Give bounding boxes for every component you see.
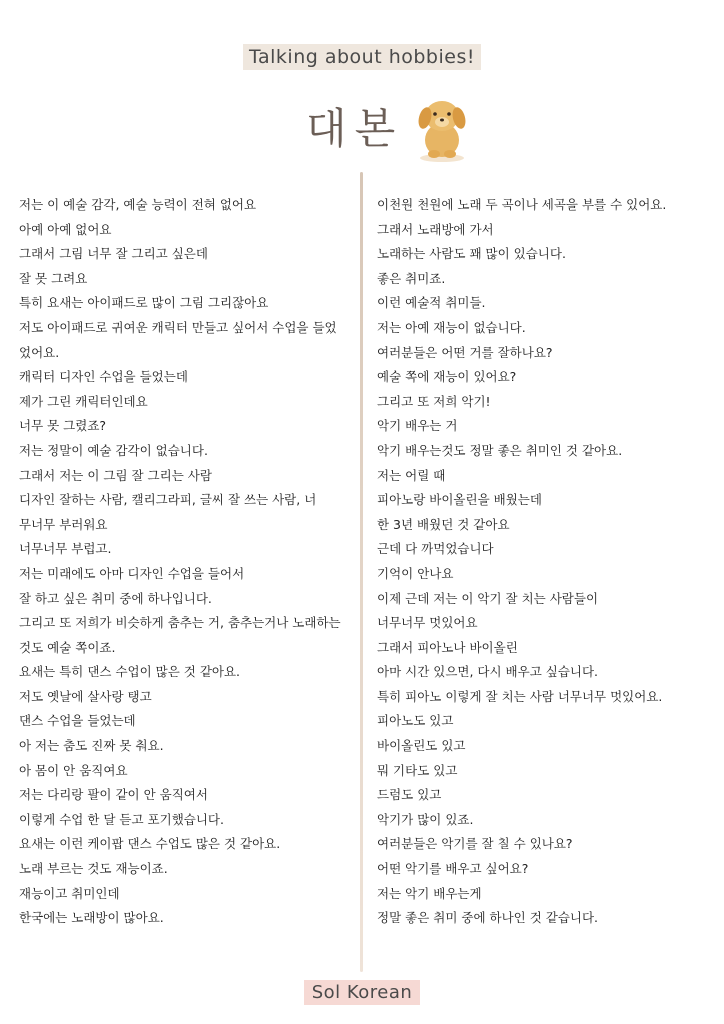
script-line: 너무너무 부럽고. <box>19 541 112 557</box>
script-line: 여러분들은 악기를 잘 칠 수 있나요? <box>377 836 573 852</box>
script-line: 저는 이 예술 감각, 예술 능력이 전혀 없어요 <box>19 197 257 212</box>
right-column <box>377 193 707 931</box>
script-heading: 대본 <box>306 104 404 153</box>
script-line: 잘 못 그려요 <box>19 270 88 286</box>
script-line: 악기 배우는 거 <box>377 418 458 434</box>
script-line: 그리고 또 저희 악기! <box>377 393 491 409</box>
script-line: 저는 미래에도 아마 디자인 수업을 들어서 <box>19 565 245 581</box>
script-line: 재능이고 취미인데 <box>19 885 120 901</box>
script-line: 한국에는 노래방이 많아요. <box>19 910 164 926</box>
script-line: 잘 하고 싶은 취미 중에 하나입니다. <box>19 590 212 606</box>
puppy-illustration <box>414 94 470 164</box>
footer-brand: Sol Korean <box>304 980 421 1005</box>
script-line: 예술 쪽에 재능이 있어요? <box>377 369 517 385</box>
left-column <box>19 193 349 931</box>
script-line: 아 몸이 안 움직여요 <box>19 762 128 778</box>
script-line: 저는 다리랑 팔이 같이 안 움직여서 <box>19 787 208 803</box>
script-line: 저는 아예 재능이 없습니다. <box>377 319 526 335</box>
script-line: 노래하는 사람도 꽤 많이 있습니다. <box>377 246 566 262</box>
script-line: 그래서 저는 이 그림 잘 그리는 사람 <box>19 467 212 483</box>
script-line: 드럼도 있고 <box>377 787 442 803</box>
script-line: 댄스 수업을 들었는데 <box>19 713 136 729</box>
script-line: 아마 시간 있으면, 다시 배우고 싶습니다. <box>377 664 599 680</box>
script-line: 뭐 기타도 있고 <box>377 762 458 778</box>
script-line: 피아노랑 바이올린을 배웠는데 <box>377 492 542 508</box>
script-line: 그래서 피아노나 바이올린 <box>377 639 518 655</box>
script-line: 악기 배우는것도 정말 좋은 취미인 것 같아요. <box>377 442 623 458</box>
script-line: 이렇게 수업 한 달 듣고 포기했습니다. <box>19 811 224 827</box>
script-line: 아 저는 춤도 진짜 못 춰요. <box>19 738 164 754</box>
page-title: Talking about hobbies! <box>243 44 481 70</box>
script-line: 악기가 많이 있죠. <box>377 811 474 827</box>
script-line: 그래서 그림 너무 잘 그리고 싶은데 <box>19 246 208 262</box>
script-line: 저도 아이패드로 귀여운 캐릭터 만들고 싶어서 수업을 들었 <box>19 319 337 335</box>
script-line: 너무 못 그렸죠? <box>19 418 107 434</box>
script-line: 기억이 안나요 <box>377 565 454 581</box>
script-line: 여러분들은 어떤 거를 잘하나요? <box>377 344 553 360</box>
script-line: 이제 근데 저는 이 악기 잘 치는 사람들이 <box>377 590 599 606</box>
script-line: 정말 좋은 취미 중에 하나인 것 같습니다. <box>377 910 599 926</box>
script-line: 저는 악기 배우는게 <box>377 885 482 901</box>
script-line: 어떤 악기를 배우고 싶어요? <box>377 861 529 877</box>
script-line: 피아노도 있고 <box>377 713 454 729</box>
script-line: 요새는 특히 댄스 수업이 많은 것 같아요. <box>19 664 241 680</box>
footer-container <box>0 980 724 1005</box>
script-line: 이천원 천원에 노래 두 곡이나 세곡을 부를 수 있어요. <box>377 197 667 212</box>
script-line: 한 3년 배웠던 것 같아요 <box>377 516 510 532</box>
script-line: 특히 피아노 이렇게 잘 치는 사람 너무너무 멋있어요. <box>377 688 663 704</box>
script-line: 저는 어릴 때 <box>377 467 446 483</box>
script-line: 노래 부르는 것도 재능이죠. <box>19 861 168 877</box>
script-line: 디자인 잘하는 사람, 캘리그라피, 글씨 잘 쓰는 사람, 너 <box>19 492 317 508</box>
script-line: 었어요. <box>19 344 60 360</box>
script-line: 저는 정말이 예술 감각이 없습니다. <box>19 442 208 458</box>
script-line: 것도 예술 쪽이죠. <box>19 639 116 655</box>
script-line: 좋은 취미죠. <box>377 270 446 286</box>
script-line: 아예 아예 없어요 <box>19 221 112 237</box>
script-line: 저도 옛날에 살사랑 탱고 <box>19 688 152 704</box>
script-line: 무너무 부러워요 <box>19 516 108 532</box>
script-line: 그래서 노래방에 가서 <box>377 221 494 237</box>
script-line: 그리고 또 저희가 비슷하게 춤추는 거, 춤추는거나 노래하는 <box>19 615 341 631</box>
script-line: 제가 그린 캐릭터인데요 <box>19 393 148 409</box>
title-container <box>0 44 724 70</box>
script-line: 특히 요새는 아이패드로 많이 그림 그리잖아요 <box>19 295 269 311</box>
script-line: 요새는 이런 케이팝 댄스 수업도 많은 것 같아요. <box>19 836 281 852</box>
script-line: 너무너무 멋있어요 <box>377 615 478 631</box>
script-line: 캐릭터 디자인 수업을 들었는데 <box>19 369 188 385</box>
column-divider <box>360 172 363 972</box>
script-line: 이런 예술적 취미들. <box>377 295 486 311</box>
script-line: 바이올린도 있고 <box>377 738 466 754</box>
script-line: 근데 다 까먹었습니다 <box>377 541 494 557</box>
